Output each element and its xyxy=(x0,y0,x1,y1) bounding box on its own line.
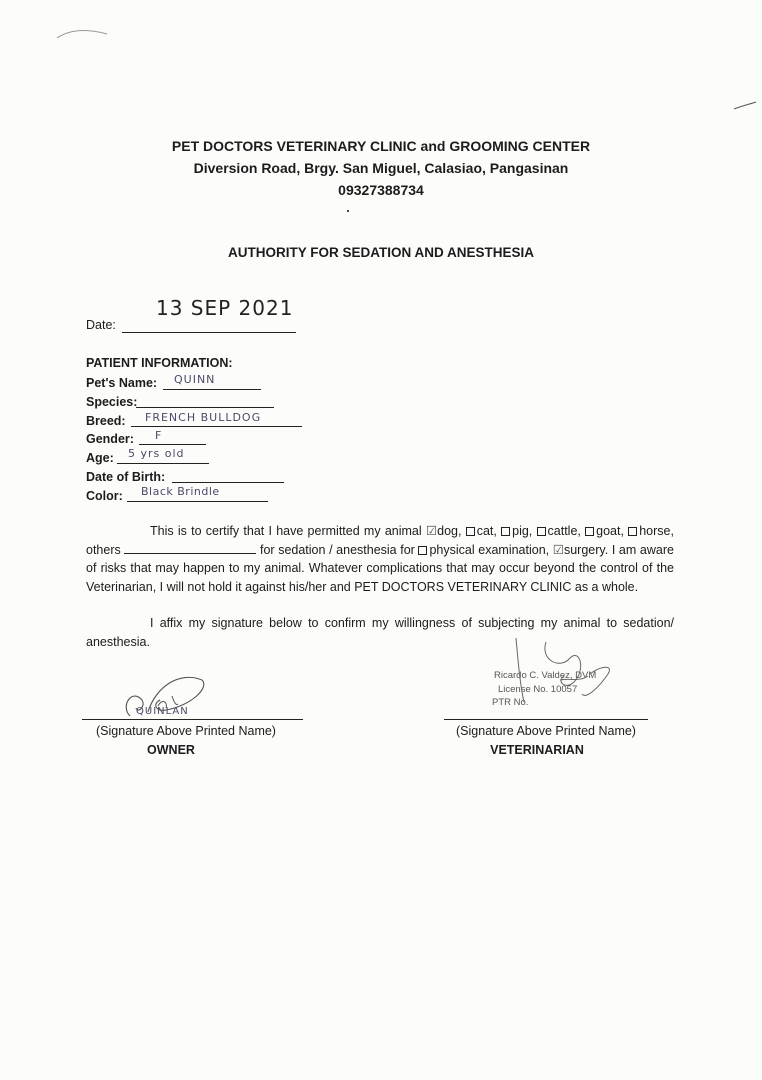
color-label: Color: xyxy=(86,489,123,503)
color-line xyxy=(127,501,268,502)
dob-label: Date of Birth: xyxy=(86,470,166,484)
breed-label: Breed: xyxy=(86,414,126,428)
species-line xyxy=(136,407,274,408)
dog-label: dog, xyxy=(437,524,462,538)
cattle-label: cattle, xyxy=(547,524,581,538)
pet-name-value: QUINN xyxy=(174,373,216,386)
goat-checkbox[interactable] xyxy=(585,527,594,536)
dog-checkbox[interactable]: ☑ xyxy=(425,524,438,538)
pet-name-label: Pet's Name: xyxy=(86,376,158,390)
age-label: Age: xyxy=(86,451,114,465)
gender-label: Gender: xyxy=(86,432,134,446)
horse-checkbox[interactable] xyxy=(628,527,637,536)
scan-dot xyxy=(347,210,349,212)
owner-signature xyxy=(110,666,220,726)
scan-mark-top-left xyxy=(55,26,115,42)
physical-exam-checkbox[interactable] xyxy=(418,546,427,555)
pet-name-line xyxy=(163,389,261,390)
species-label: Species: xyxy=(86,395,138,409)
vet-signature xyxy=(490,630,620,710)
owner-written-name: QUINLAN xyxy=(136,706,189,717)
clinic-address: Diversion Road, Brgy. San Miguel, Calasiao, Pangasinan xyxy=(193,160,569,176)
clinic-phone: 09327388734 xyxy=(338,182,424,198)
owner-sig-line xyxy=(82,719,303,720)
pig-label: pig, xyxy=(512,524,533,538)
color-value: Black Brindle xyxy=(141,485,220,498)
others-line[interactable] xyxy=(124,541,256,554)
vet-role: VETERINARIAN xyxy=(490,743,584,757)
vet-stamp-license: License No. 10057 xyxy=(498,684,578,695)
cat-label: cat, xyxy=(476,524,497,538)
age-line xyxy=(117,463,209,464)
affix-text: I affix my signature below to confirm my willingness of subjecting my animal to sedation/ anesthesia. xyxy=(86,616,674,649)
breed-line xyxy=(131,426,302,427)
gender-line xyxy=(139,444,206,445)
pig-checkbox[interactable] xyxy=(501,527,510,536)
surgery-label: surgery. xyxy=(563,542,609,557)
age-value: 5 yrs old xyxy=(128,447,185,460)
cattle-checkbox[interactable] xyxy=(537,527,546,536)
goat-label: goat, xyxy=(596,524,624,538)
gender-value: F xyxy=(155,429,163,442)
owner-role: OWNER xyxy=(147,743,195,757)
patient-info-heading: PATIENT INFORMATION: xyxy=(86,356,233,370)
sedation-for-text: for sedation / anesthesia for xyxy=(260,542,415,557)
consent-paragraph xyxy=(86,522,674,596)
vet-sig-caption: (Signature Above Printed Name) xyxy=(456,724,636,738)
date-label: Date: xyxy=(86,318,116,332)
scan-mark-right xyxy=(732,100,758,112)
breed-value: FRENCH BULLDOG xyxy=(145,411,262,424)
document-title: AUTHORITY FOR SEDATION AND ANESTHESIA xyxy=(227,245,534,260)
dob-line xyxy=(172,482,284,483)
vet-stamp-name: Ricardo C. Valdez, DVM xyxy=(494,670,597,681)
physical-exam-label: physical examination, xyxy=(429,542,550,557)
consent-intro: This is to certify that I have permitted my animal xyxy=(150,524,422,538)
cat-checkbox[interactable] xyxy=(466,527,475,536)
surgery-checkbox[interactable]: ☑ xyxy=(552,542,564,557)
vet-sig-line xyxy=(444,719,648,720)
date-stamp: 13 SEP 2021 xyxy=(156,296,294,320)
owner-sig-caption: (Signature Above Printed Name) xyxy=(96,724,276,738)
horse-others-label: horse, others xyxy=(86,524,674,557)
vet-stamp-ptr: PTR No. xyxy=(492,697,529,708)
clinic-name: PET DOCTORS VETERINARY CLINIC and GROOMING CENTER xyxy=(171,138,591,154)
consent-risk-text: I am aware of risks that may happen to my animal. Whatever complications that may occur beyond the control of the Veterinarian, I will not hold it against his/her and PET DOCTORS VETERINARY CLINIC as a whole. xyxy=(86,542,674,594)
date-line xyxy=(122,332,296,333)
